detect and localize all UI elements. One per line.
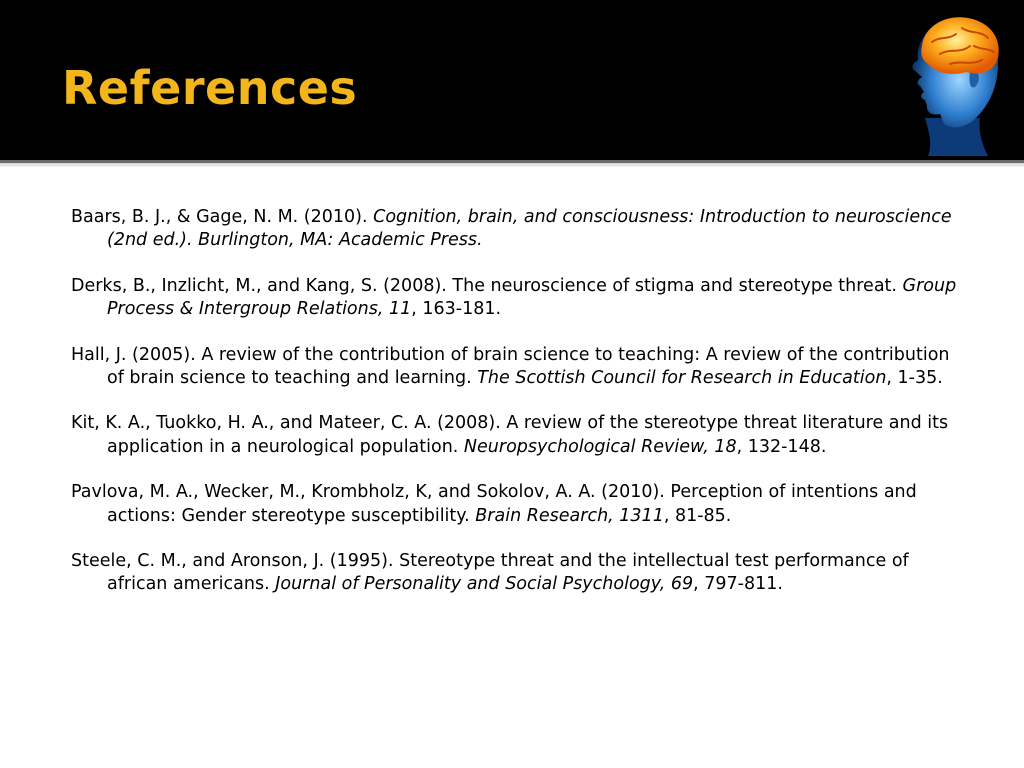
reference-entry: Kit, K. A., Tuokko, H. A., and Mateer, C. A. (2008). A review of the stereotype threat literature and its application in a neurological population. Neuropsychological Review, 18, 132-148. (71, 413, 949, 457)
reference-entry: Steele, C. M., and Aronson, J. (1995). Stereotype threat and the intellectual test performance of african americans. Journal of Personality and Social Psychology, 69, 797-811. (71, 551, 909, 595)
reference-entry: Pavlova, M. A., Wecker, M., Krombholz, K, and Sokolov, A. A. (2010). Perception of intentions and actions: Gender stereotype susceptibility. Brain Research, 1311, 81-85. (71, 482, 917, 526)
reference-entry: Baars, B. J., & Gage, N. M. (2010). Cognition, brain, and consciousness: Introduction to neuroscience (2nd ed.). Burlington, MA: Academic Press. (71, 207, 952, 251)
slide-header (0, 0, 1024, 160)
reference-list (71, 206, 961, 619)
reference-entry: Hall, J. (2005). A review of the contribution of brain science to teaching: A review of the contribution of brain science to teaching and learning. The Scottish Council for Research in Education, 1-35. (71, 344, 950, 389)
reference-entry: Derks, B., Inzlicht, M., and Kang, S. (2008). The neuroscience of stigma and stereotype threat. Group Process & Intergroup Relations, 11, 163-181. (71, 275, 957, 320)
slide-title: References (62, 61, 358, 115)
header-divider-highlight (0, 163, 1024, 167)
human-head-glowing-brain-icon (870, 6, 1005, 156)
